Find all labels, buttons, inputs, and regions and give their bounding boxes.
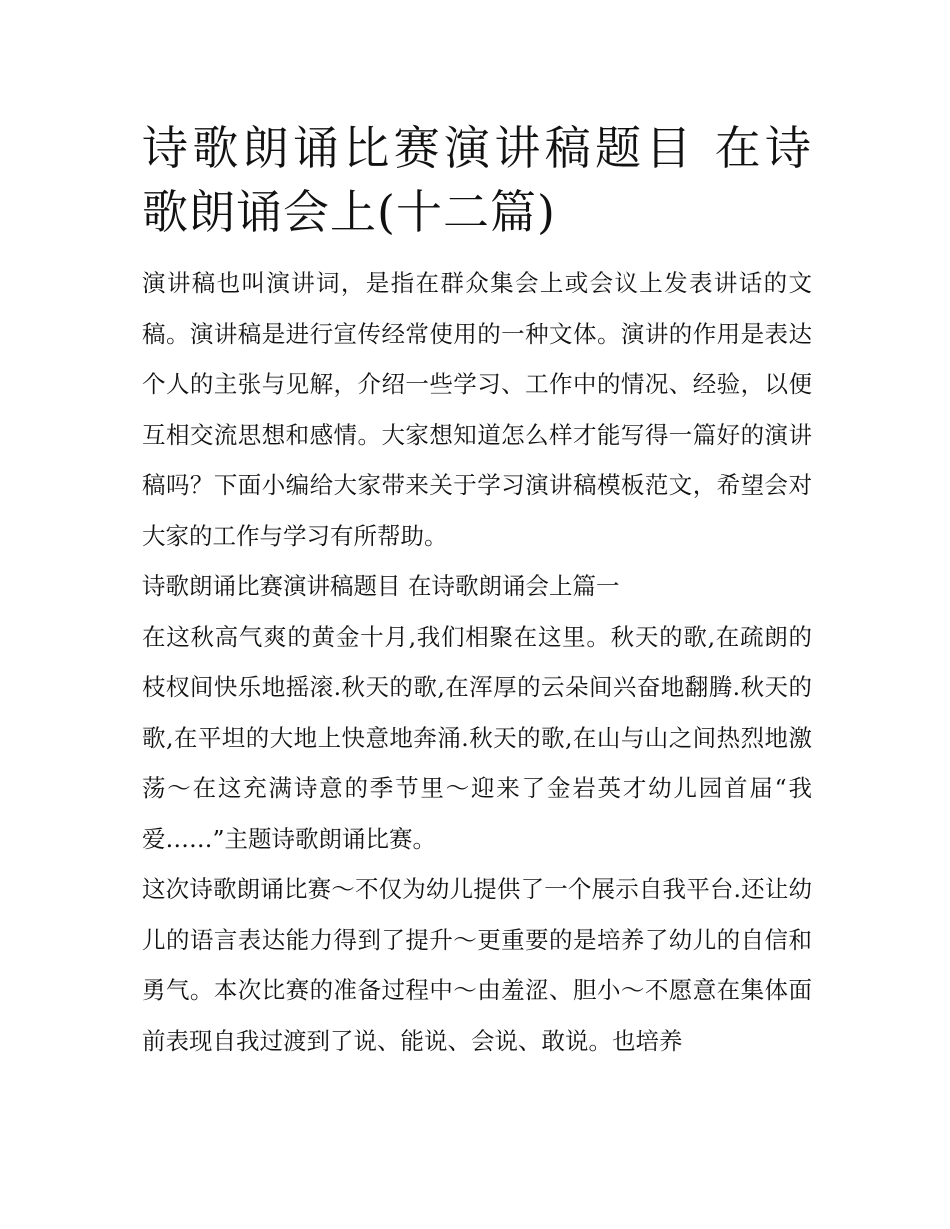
body-paragraph-2: 这次诗歌朗诵比赛～不仅为幼儿提供了一个展示自我平台.还让幼儿的语言表达能力得到了提升～更重要的是培养了幼儿的自信和勇气。本次比赛的准备过程中～由羞涩、胆小～不愿意在集体面前表现自我过渡到了说、能说、会说、敢说。也培养 <box>142 875 812 1055</box>
section-heading: 诗歌朗诵比赛演讲稿题目 在诗歌朗诵会上篇一 <box>142 572 620 600</box>
body-paragraph-1: 在这秋高气爽的黄金十月,我们相聚在这里。秋天的歌,在疏朗的枝杈间快乐地摇滚.秋天的歌,在浑厚的云朵间兴奋地翻腾.秋天的歌,在平坦的大地上快意地奔涌.秋天的歌,在山与山之间热烈地激荡～在这充满诗意的季节里～迎来了金岩英才幼儿园首届“我爱……”主题诗歌朗诵比赛。 <box>142 622 812 853</box>
document-title: 诗歌朗诵比赛演讲稿题目 在诗歌朗诵会上(十二篇) <box>142 121 812 239</box>
intro-paragraph: 演讲稿也叫演讲词，是指在群众集会上或会议上发表讲话的文稿。演讲稿是进行宣传经常使用的一种文体。演讲的作用是表达个人的主张与见解，介绍一些学习、工作中的情况、经验，以便互相交流思想和感情。大家想知道怎么样才能写得一篇好的演讲稿吗？下面小编给大家带来关于学习演讲稿模板范文，希望会对大家的工作与学习有所帮助。 <box>142 269 812 550</box>
document-body <box>142 116 812 1066</box>
